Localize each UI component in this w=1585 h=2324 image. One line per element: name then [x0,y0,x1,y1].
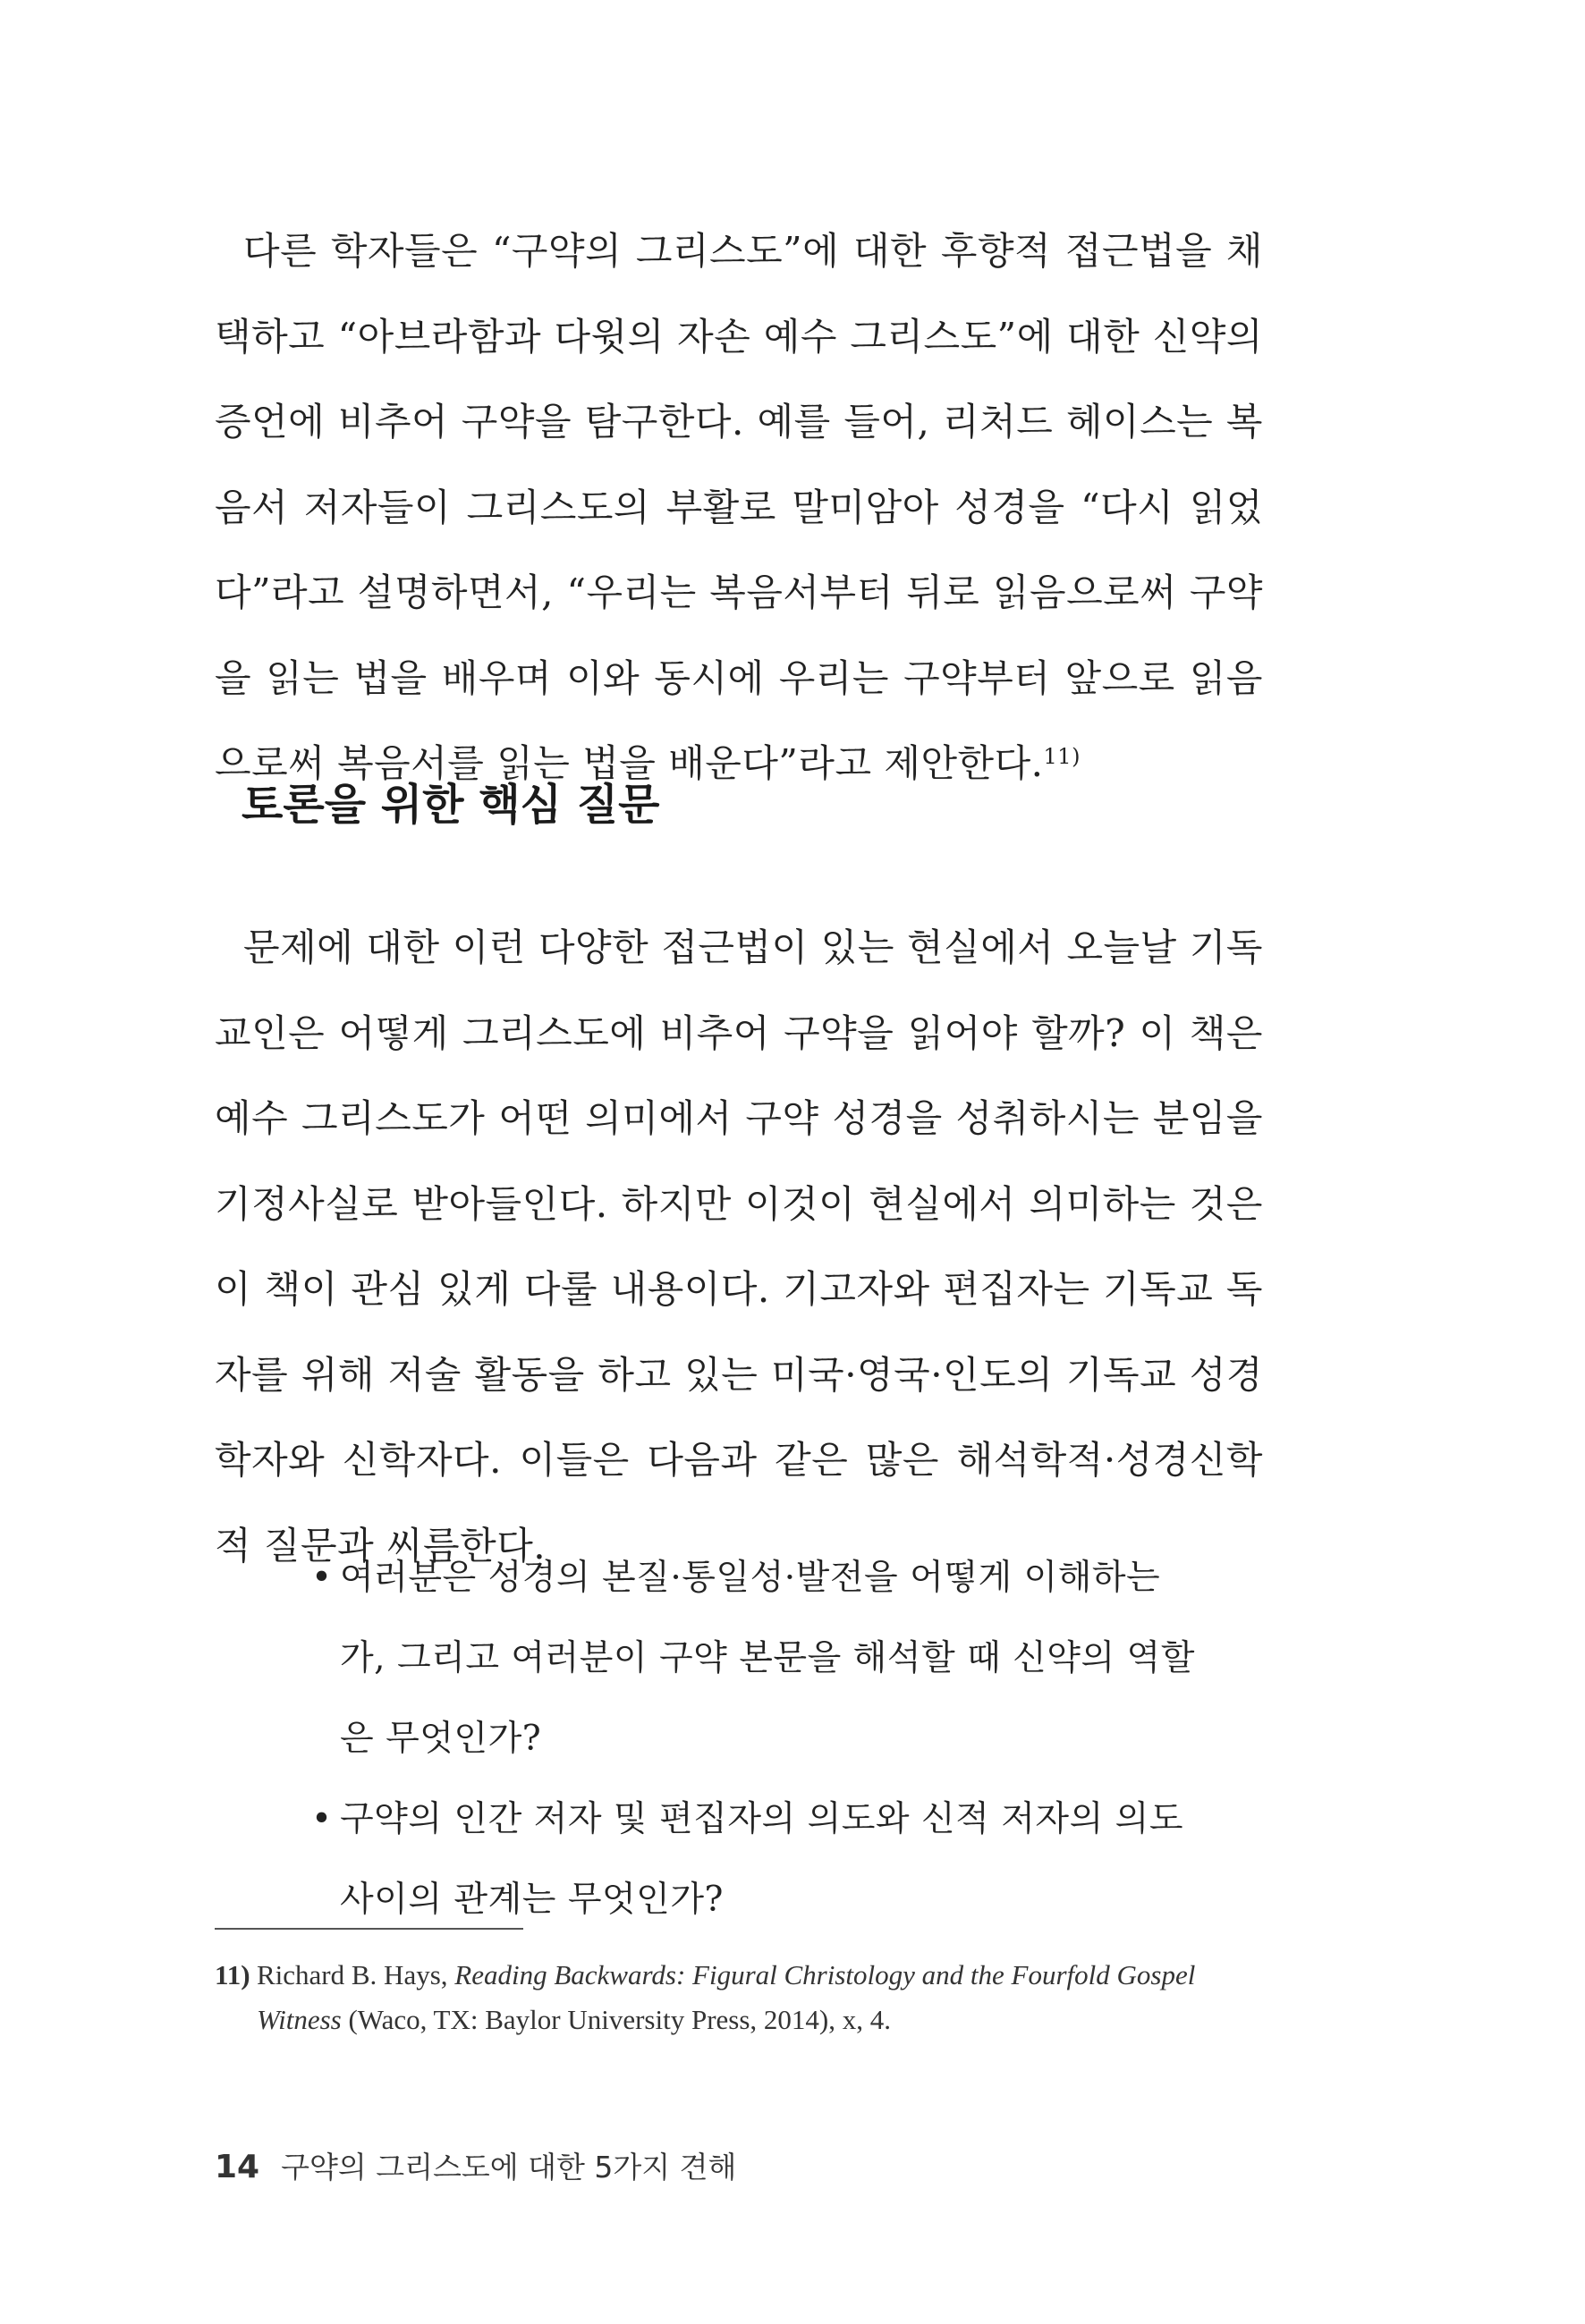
running-title: 구약의 그리스도에 대한 5가지 견해 [281,2150,737,2185]
list-item [304,1538,1199,1779]
page-number: 14 [215,2149,260,2185]
body-paragraph: 문제에 대한 이런 다양한 접근법이 있는 현실에서 오늘날 기독교인은 어떻게 그리스도에 비추어 구약을 읽어야 할까? 이 책은 예수 그리스도가 어떤 의미에서 구약 성경을 성취하시는 분임을 기정사실로 받아들인다. 하지만 이것이 현실에서 의미하는 것은 이 책이 관심 있게 다룰 내용이다. 기고자와 편집자는 기독교 독자를 위해 저술 활동을 하고 있는 미국·영국·인도의 기독교 성경학자와 신학자다. 이들은 다음과 같은 많은 해석학적·성경신학적 질문과 씨름한다. [215,925,1263,1568]
footnote-reference[interactable]: 11) [1043,744,1081,769]
body-paragraph [215,208,1263,807]
footnote-body [215,1953,1263,2042]
footnote-divider [215,1928,523,1930]
footnote-publication: (Waco, TX: Baylor University Press, 2014), x, 4. [341,2004,891,2035]
question-list [304,1538,1199,1940]
footnote-number: 11) [215,1959,250,1990]
footnote [215,1953,1263,2042]
list-item [304,1779,1199,1940]
paragraph-text: 다른 학자들은 “구약의 그리스도”에 대한 후향적 접근법을 채택하고 “아브라함과 다윗의 자손 예수 그리스도”에 대한 신약의 증언에 비추어 구약을 탐구한다. 예를 들어, 리처드 헤이스는 복음서 저자들이 그리스도의 부활로 말미암아 성경을 “다시 읽었다”라고 설명하면서, “우리는 복음서부터 뒤로 읽음으로써 구약을 읽는 법을 배우며 이와 동시에 우리는 구약부터 앞으로 읽음으로써 복음서를 읽는 법을 배운다”라고 제안한다. [215,229,1263,785]
list-item-text: 구약의 인간 저자 및 편집자의 의도와 신적 저자의 의도 사이의 관계는 무엇인가? [340,1799,1184,1920]
list-item-text: 여러분은 성경의 본질·통일성·발전을 어떻게 이해하는가, 그리고 여러분이 구약 본문을 해석할 때 신약의 역할은 무엇인가? [340,1558,1195,1759]
section-heading: 토론을 위한 핵심 질문 [242,780,660,830]
bullet-icon: • [311,1799,333,1839]
page-footer [215,2148,736,2187]
footnote-author: Richard B. Hays, [257,1959,455,1990]
bullet-icon: • [311,1558,333,1598]
footnote-book-title: Reading Backwards: Figural Christology and the Fourfold Gospel Witness [257,1959,1196,2035]
